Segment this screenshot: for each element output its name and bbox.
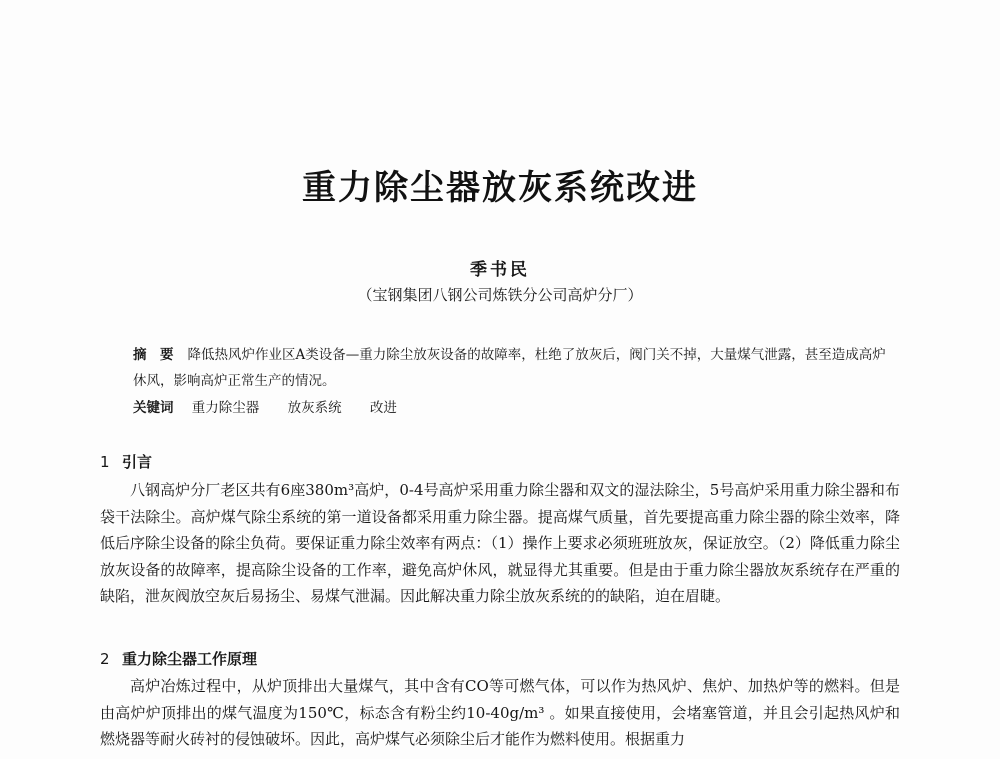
section-heading-principle	[100, 648, 257, 669]
keyword: 放灰系统	[287, 400, 342, 416]
paper-author: 季书民	[470, 260, 530, 280]
abstract-text: 降低热风炉作业区A类设备—重力除尘放灰设备的故障率，杜绝了放灰后，阀门关不掉，大量煤气泄露，甚至造成高炉休风，影响高炉正常生产的情况。	[133, 347, 886, 389]
keywords-block	[133, 396, 893, 416]
abstract-label: 摘 要	[133, 347, 174, 363]
section-number: 2	[100, 650, 110, 668]
paper-title: 重力除尘器放灰系统改进	[302, 168, 698, 208]
abstract-block	[133, 342, 893, 394]
keyword: 重力除尘器	[191, 400, 260, 416]
section-number: 1	[100, 453, 110, 471]
section-title: 引言	[122, 453, 153, 471]
section-paragraph-principle: 高炉冶炼过程中，从炉顶排出大量煤气，其中含有CO等可燃气体，可以作为热风炉、焦炉、加热炉等的燃料。但是由高炉炉顶排出的煤气温度为150℃，标态含有粉尘约10-40g/m³ 。如果直接使用，会堵塞管道，并且会引起热风炉和燃烧器等耐火砖衬的侵蚀破坏。因此，高炉煤气必须除尘后才能作为燃料使用。根据重力	[100, 677, 900, 748]
section-paragraph-introduction: 八钢高炉分厂老区共有6座380m³高炉，0-4号高炉采用重力除尘器和双文的湿法除尘，5号高炉采用重力除尘器和布袋干法除尘。高炉煤气除尘系统的第一道设备都采用重力除尘器。提高煤气质量，首先要提高重力除尘器的除尘效率，降低后序除尘设备的除尘负荷。要保证重力除尘效率有两点：（1）操作上要求必须班班放灰，保证放空。（2）降低重力除尘放灰设备的故障率，提高除尘设备的工作率，避免高炉休风，就显得尤其重要。但是由于重力除尘器放灰系统存在严重的缺陷，泄灰阀放空灰后易扬尘、易煤气泄漏。因此解决重力除尘放灰系统的的缺陷，迫在眉睫。	[100, 481, 900, 605]
section-title: 重力除尘器工作原理	[122, 650, 258, 668]
keywords-label: 关键词	[133, 400, 174, 416]
paper-affiliation: （宝钢集团八钢公司炼铁分公司高炉分厂）	[357, 286, 643, 304]
section-heading-introduction	[100, 451, 152, 472]
keyword: 改进	[369, 400, 397, 416]
